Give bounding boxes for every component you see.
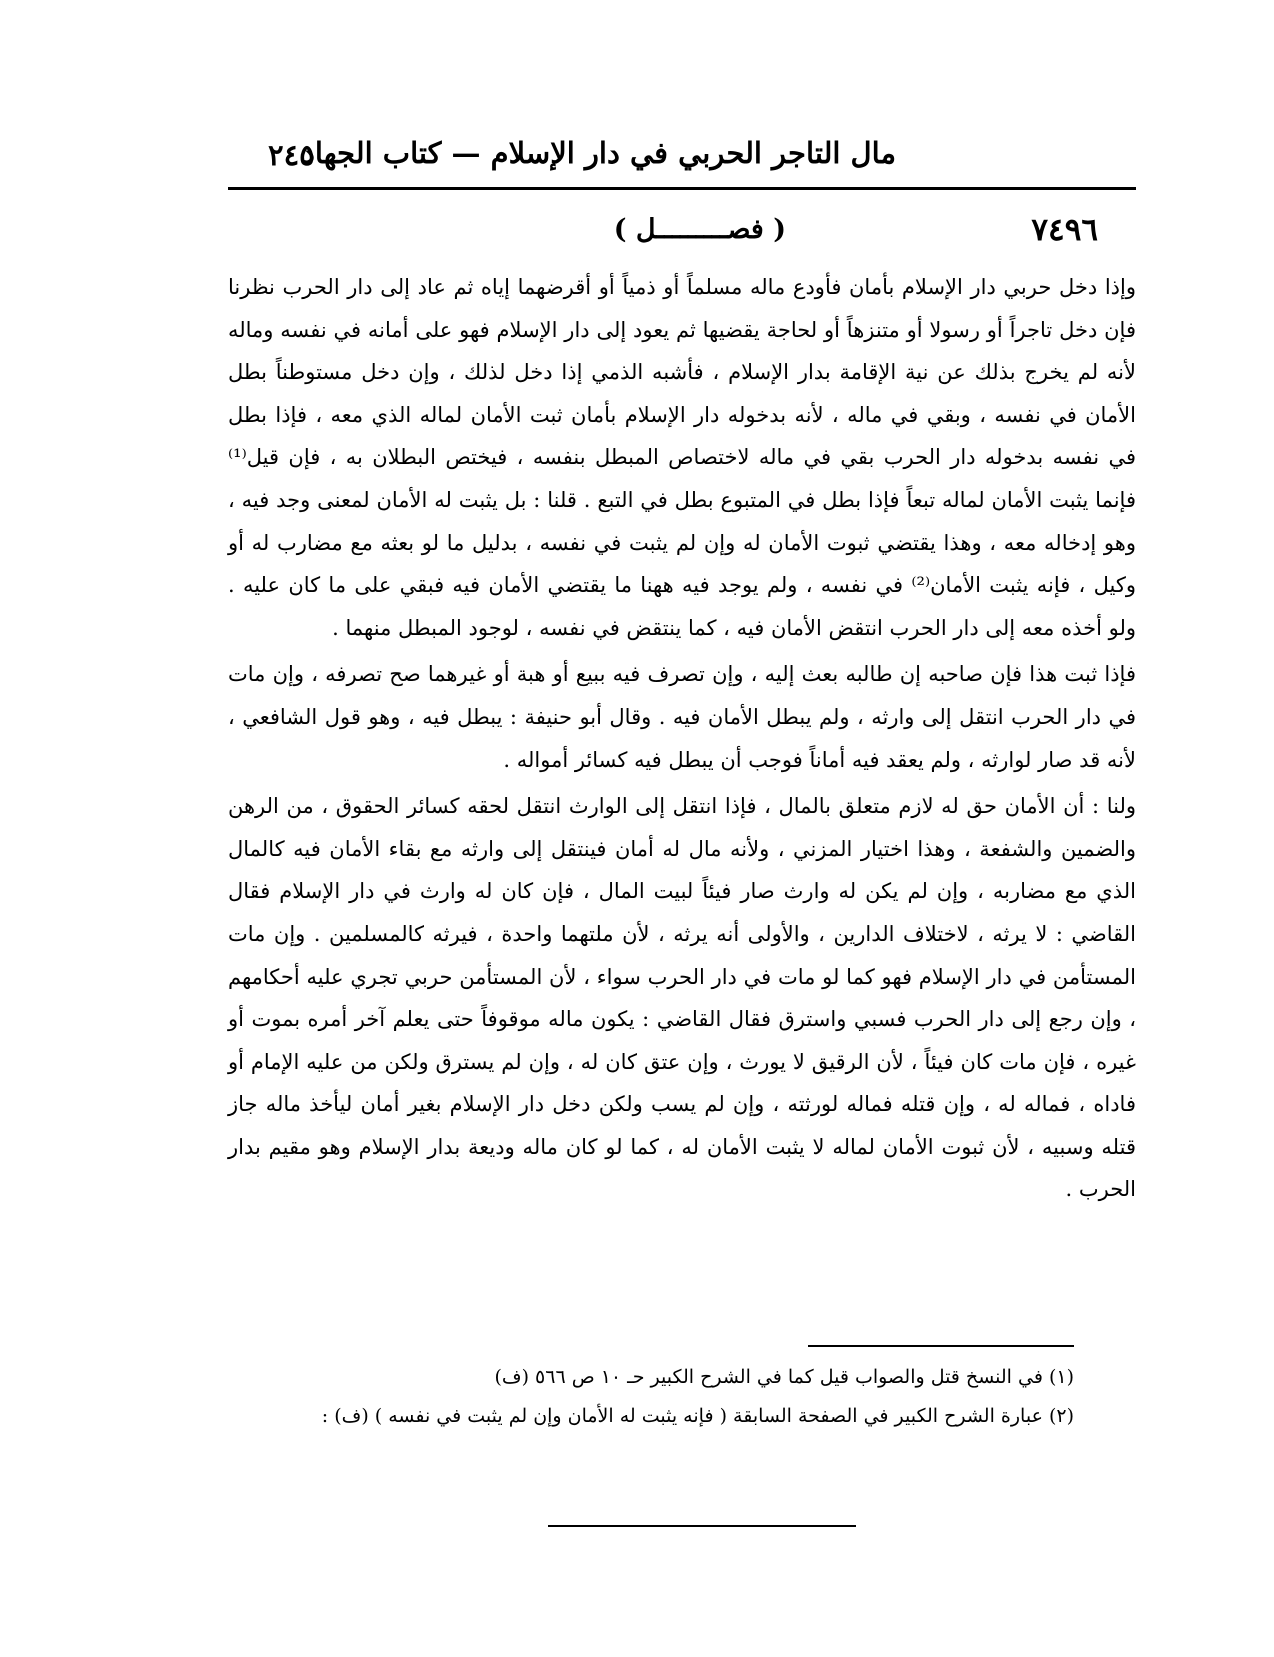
footnote: (٢) عبارة الشرح الكبير في الصفحة السابقة ( فإنه يثبت له الأمان وإن لم يثبت في نفسه ) (ف) : xyxy=(321,1405,1074,1427)
section-heading: ( فصـــــــــل ) xyxy=(613,214,786,245)
paragraph: ولنا : أن الأمان حق له لازم متعلق بالمال ، فإذا انتقل إلى الوارث انتقل لحقه كسائر الحقوق ، من الرهن والضمين والشفعة ، وهذا اختيار المزني ، ولأنه مال له أمان فينتقل إلى وارثه مع بقاء الأمان فيه كالمال الذي مع مضاربه ، وإن لم يكن له وارث صار فيئاً لبيت المال ، فإن كان له وارث في دار الإسلام فقال القاضي : لا يرثه ، لاختلاف الدارين ، والأولى أنه يرثه ، لأن ملتهما واحدة ، فيرثه كالمسلمين . وإن مات المستأمن في دار الإسلام فهو كما لو مات في دار الحرب سواء ، لأن المستأمن حربي تجري عليه أحكامهم ، وإن رجع إلى دار الحرب فسبي واسترق فقال القاضي : يكون ماله موقوفاً حتى يعلم آخر أمره بموت أو غيره ، فإن مات كان فيئاً ، لأن الرقيق لا يورث ، وإن عتق كان له ، وإن لم يسترق ولكن من عليه الإمام أو فاداه ، فماله له ، وإن قتله فماله لورثته ، وإن لم يسب ولكن دخل دار الإسلام بغير أمان ليأخذ ماله جاز قتله وسبيه ، لأن ثبوت الأمان لماله لا يثبت الأمان له ، كما لو كان ماله وديعة بدار الإسلام وهو مقيم بدار الحرب . xyxy=(228,794,1136,1202)
body-text xyxy=(228,266,1136,1215)
section-number: ٧٤٩٦ xyxy=(1031,212,1098,248)
running-title: مال التاجر الحربي في دار الإسلام — كتاب الجهاد xyxy=(301,136,896,170)
section-line xyxy=(228,212,1136,256)
footnote-rule xyxy=(808,1345,1074,1347)
page-number: ٢٤٥ xyxy=(268,138,315,172)
running-head xyxy=(228,136,1136,186)
paragraph: وإذا دخل حربي دار الإسلام بأمان فأودع ماله مسلماً أو ذمياً أو أقرضهما إياه ثم عاد إلى دار الحرب نظرنا فإن دخل تاجراً أو رسولا أو متنزهاً أو لحاجة يقضيها ثم يعود إلى دار الإسلام فهو على أمانه في نفسه وماله لأنه لم يخرج بذلك عن نية الإقامة بدار الإسلام ، فأشبه الذمي إذا دخل لذلك ، وإن دخل مستوطناً بطل الأمان في نفسه ، وبقي في ماله ، لأنه بدخوله دار الإسلام بأمان ثبت الأمان لماله الذي معه ، فإذا بطل في نفسه بدخوله دار الحرب بقي في ماله لاختصاص المبطل بنفسه ، فيختص البطلان به ، فإن قيل⁽¹⁾ فإنما يثبت الأمان لماله تبعاً فإذا بطل في المتبوع بطل في التبع . قلنا : بل يثبت له الأمان لمعنى وجد فيه ، وهو إدخاله معه ، وهذا يقتضي ثبوت الأمان له وإن لم يثبت في نفسه ، بدليل ما لو بعثه مع مضارب له أو وكيل ، فإنه يثبت الأمان⁽²⁾ في نفسه ، ولم يوجد فيه ههنا ما يقتضي الأمان فيه فبقي على ما كان عليه . ولو أخذه معه إلى دار الحرب انتقض الأمان فيه ، كما ينتقض في نفسه ، لوجود المبطل منهما . xyxy=(228,275,1136,640)
footnotes xyxy=(228,1358,1074,1436)
footnote: (١) في النسخ قتل والصواب قيل كما في الشرح الكبير حـ ١٠ ص ٥٦٦ (ف) xyxy=(494,1366,1074,1388)
paragraph: فإذا ثبت هذا فإن صاحبه إن طالبه بعث إليه ، وإن تصرف فيه ببيع أو هبة أو غيرهما صح تصرفه ، وإن مات في دار الحرب انتقل إلى وارثه ، ولم يبطل الأمان فيه . وقال أبو حنيفة : يبطل فيه ، وهو قول الشافعي ، لأنه قد صار لوارثه ، ولم يعقد فيه أماناً فوجب أن يبطل فيه كسائر أمواله . xyxy=(228,662,1136,772)
header-rule xyxy=(228,187,1136,190)
bottom-rule xyxy=(548,1525,856,1527)
